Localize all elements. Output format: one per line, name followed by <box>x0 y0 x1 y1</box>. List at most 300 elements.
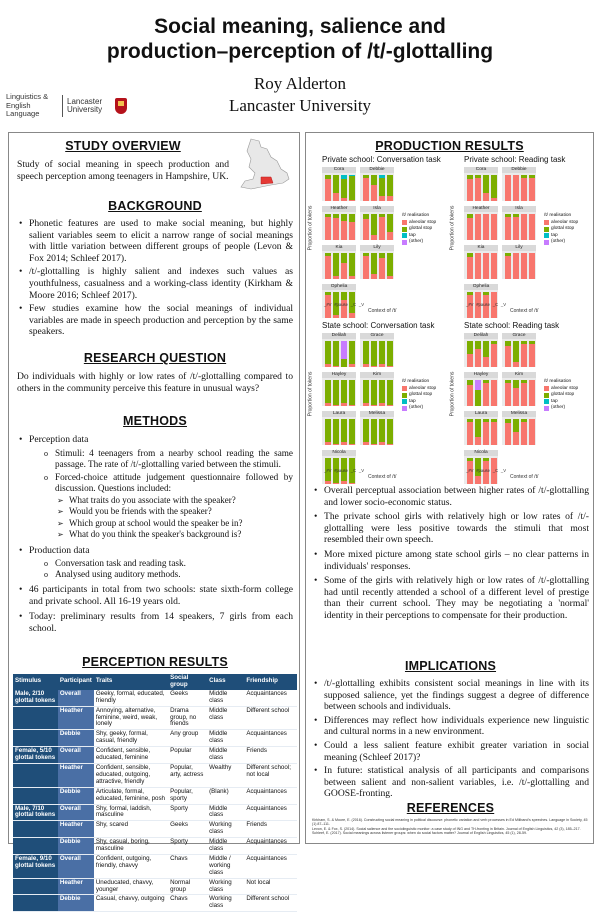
x-tick-labels <box>466 302 506 307</box>
study-overview-text: Study of social meaning in speech production and speech perception among teenagers in Hampshire, UK. <box>17 159 229 182</box>
stacked-bar-segment <box>475 178 481 201</box>
reference-item: Schleef, E. (2017). Social meanings across listener groups: when do social factors matter? Journal of English Linguistics, 45 (1), 28-59. <box>312 831 527 836</box>
legend-label: alveolar stop <box>551 385 579 391</box>
legend-label: (other) <box>409 405 424 410</box>
stacked-bar-segment <box>475 253 481 279</box>
stacked-bar-segment <box>325 256 331 279</box>
facet-panel <box>360 372 394 406</box>
stacked-bar-segment <box>529 341 535 344</box>
stacked-bar-segment <box>387 419 393 444</box>
stacked-bar-segment <box>325 403 331 406</box>
stacked-bar-segment <box>513 341 519 362</box>
stacked-bar-segment <box>387 214 393 232</box>
stacked-bar-segment <box>513 388 519 406</box>
stacked-bar-segment <box>467 292 473 295</box>
table-row <box>13 838 297 855</box>
legend-label: alveolar stop <box>551 219 579 225</box>
table-header: Stimulus <box>13 674 58 690</box>
stacked-bar-segment <box>475 437 481 445</box>
stacked-bar-segment <box>491 175 497 198</box>
stacked-bar-segment <box>491 380 497 406</box>
stacked-bar-segment <box>387 196 393 201</box>
research-question-title: RESEARCH QUESTION <box>83 351 227 365</box>
chart-title: Private school: Conversation task <box>322 155 441 164</box>
stacked-bar-segment <box>349 276 355 279</box>
stacked-bar-segment <box>475 380 481 390</box>
stacked-bar-segment <box>349 405 355 406</box>
stacked-bar-segment <box>529 419 535 445</box>
references-list <box>312 818 589 836</box>
facet-strip-label: Melissa <box>502 411 536 417</box>
stacked-bar-segment <box>505 423 511 445</box>
table-cell: Overall <box>58 747 94 764</box>
stacked-bar-segment <box>363 419 369 442</box>
stacked-bar-segment <box>521 178 527 201</box>
table-cell: Acquaintances <box>244 730 297 747</box>
stacked-bar-segment <box>325 442 331 445</box>
x-tick-label: _C <box>492 468 499 473</box>
legend-label: glottal stop <box>409 392 433 397</box>
stacked-bar-segment <box>349 364 355 367</box>
production-sublist <box>43 558 293 580</box>
facet-panel <box>360 333 394 367</box>
table-cell: Middle class <box>207 838 244 855</box>
stacked-bar-segment <box>349 253 355 276</box>
question-item: ➢ Which group at school would the speaker be in? <box>57 518 293 530</box>
stacked-bar-segment <box>379 217 385 240</box>
facet-strip-label: Melissa <box>360 411 394 417</box>
stacked-bar-segment <box>333 175 339 193</box>
stacked-bar-segment <box>325 419 331 442</box>
stacked-bar-segment <box>333 419 339 444</box>
facet-strip-label: Ophelia <box>322 284 356 290</box>
facet-strip-label: Heather <box>322 206 356 212</box>
table-header: Class <box>207 674 244 690</box>
facet-panel <box>464 450 498 484</box>
x-tick-labels <box>324 302 364 307</box>
chart-legend <box>544 379 578 412</box>
table-cell: Popular, sporty <box>168 787 207 804</box>
table-cell: Shy, formal, laddish, masculine <box>94 804 168 821</box>
author-name: Roy Alderton <box>253 74 347 93</box>
table-cell: Annoying, alternative, feminine, weird, weak, lonely <box>94 706 168 730</box>
table-cell: Middle / working class <box>207 854 244 878</box>
logo-divider <box>62 95 63 117</box>
legend-swatch <box>402 220 407 225</box>
legend-swatch <box>544 220 549 225</box>
x-tick-label: #pause <box>334 302 348 307</box>
facet-panel <box>322 450 356 484</box>
stacked-bar-segment <box>505 175 511 201</box>
facet-strip-label: Isla <box>360 206 394 212</box>
table-cell: Working class <box>207 821 244 838</box>
table-header: Social group <box>168 674 207 690</box>
stacked-bar-segment <box>505 383 511 406</box>
legend-item <box>544 405 578 412</box>
stacked-bar-segment <box>349 341 355 364</box>
research-question-text: Do individuals with highly or low rates of /t/-glottalling compared to others in the community perceive this feature in unusual ways? <box>17 371 293 394</box>
stacked-bar-segment <box>483 380 489 383</box>
stacked-bar-segment <box>379 403 385 406</box>
stacked-bar-segment <box>483 357 489 367</box>
table-cell: Confident, sensible, educated, feminine <box>94 747 168 764</box>
stacked-bar-segment <box>341 419 347 442</box>
stacked-bar-segment <box>363 442 369 445</box>
table-cell <box>13 706 58 730</box>
chart-panel <box>449 321 590 483</box>
x-axis-label: Context of /t/ <box>510 308 539 314</box>
left-column <box>8 132 300 910</box>
facet-strip-label: Delilah <box>322 333 356 339</box>
stacked-bar-segment <box>379 419 385 442</box>
stacked-bar-segment <box>521 380 527 383</box>
stacked-bar-segment <box>467 341 473 354</box>
stacked-bar-segment <box>379 442 385 445</box>
stacked-bar-segment <box>529 344 535 367</box>
stacked-bar-segment <box>491 214 497 240</box>
question-item: ➢ Would you be friends with the speaker? <box>57 506 293 518</box>
stacked-bar-segment <box>387 366 393 367</box>
facet-strip-label: Cora <box>464 167 498 173</box>
chart-title: State school: Reading task <box>464 321 560 330</box>
table-cell: Debbie <box>58 787 94 804</box>
production-subitem: o Conversation task and reading task. <box>43 558 293 569</box>
facet-panel <box>464 372 498 406</box>
production-result-item: • Overall perceptual association between higher rates of /t/-glottalling and lower socio-economic status. <box>312 485 589 508</box>
chart-panel <box>449 155 590 317</box>
legend-title: /t/ realisation <box>402 213 430 218</box>
stacked-bar-segment <box>349 380 355 405</box>
stacked-bar-segment <box>341 253 347 263</box>
production-results-title: PRODUCTION RESULTS <box>375 139 524 153</box>
chart-legend <box>544 213 578 246</box>
legend-label: (other) <box>551 239 566 244</box>
stacked-bar-segment <box>333 444 339 445</box>
stacked-bar-segment <box>341 263 347 279</box>
facet-panel <box>464 284 498 318</box>
stacked-bar-segment <box>467 179 473 201</box>
perception-sublist <box>43 448 293 494</box>
stacked-bar-segment <box>379 364 385 367</box>
x-tick-labels <box>466 468 506 473</box>
chart-title: Private school: Reading task <box>464 155 566 164</box>
implication-item: • Could a less salient feature exhibit greater variation in social meaning (Schleef 2017)? <box>312 740 589 763</box>
stacked-bar-segment <box>475 390 481 406</box>
legend-swatch <box>402 406 407 411</box>
methods-list <box>17 434 293 635</box>
legend-label: glottal stop <box>409 226 433 231</box>
stacked-bar-segment <box>363 403 369 406</box>
stacked-bar-segment <box>491 419 497 422</box>
stacked-bar-segment <box>513 432 519 445</box>
table-cell: Any group <box>168 730 207 747</box>
facet-strip-label: Debbie <box>502 167 536 173</box>
stacked-bar-segment <box>341 175 347 179</box>
facet-panel <box>322 284 356 318</box>
stacked-bar-segment <box>349 175 355 176</box>
legend-label: tap <box>409 398 416 404</box>
stacked-bar-segment <box>513 214 519 217</box>
facet-strip-label: Isla <box>502 206 536 212</box>
stacked-bar-segment <box>349 419 355 444</box>
stacked-bar-segment <box>483 292 489 295</box>
table-cell: Female, 5/10 glottal tokens <box>13 747 58 764</box>
methods-today: • Today: preliminary results from 14 speakers, 7 girls from each school. <box>17 611 293 634</box>
table-row <box>13 690 297 706</box>
table-cell: Sporty <box>168 838 207 855</box>
table-cell: Debbie <box>58 730 94 747</box>
table-cell: Different school <box>244 895 297 912</box>
legend-swatch <box>544 393 549 398</box>
stacked-bar-segment <box>467 419 473 422</box>
stacked-bar-segment <box>483 253 489 279</box>
facet-strip-label: Kim <box>502 372 536 378</box>
stacked-bar-segment <box>349 222 355 240</box>
question-item: ➢ What do you think the speaker's background is? <box>57 529 293 541</box>
stacked-bar-segment <box>333 218 339 240</box>
stacked-bar-segment <box>363 219 369 240</box>
stacked-bar-segment <box>333 366 339 367</box>
table-header-row <box>13 674 297 690</box>
facet-panel <box>502 411 536 445</box>
chart-legend <box>402 213 436 246</box>
stacked-bar-segment <box>371 380 377 405</box>
stacked-bar-segment <box>467 218 473 240</box>
study-overview-section <box>17 139 229 182</box>
references-section <box>312 801 589 836</box>
production-result-item: • The private school girls with relatively high or low rates of /t/-glottalling were less positive towards the stimuli that most resembled their own speech. <box>312 511 589 546</box>
facet-strip-label: Lily <box>360 245 394 251</box>
stacked-bar-segment <box>363 175 369 178</box>
table-cell: Heather <box>58 706 94 730</box>
stacked-bar-segment <box>349 176 355 199</box>
facet-panel <box>464 411 498 445</box>
stacked-bar-segment <box>341 442 347 445</box>
stacked-bar-segment <box>363 253 369 256</box>
legend-label: alveolar stop <box>409 219 437 225</box>
table-cell: Middle class <box>207 747 244 764</box>
table-row <box>13 763 297 787</box>
stacked-bar-segment <box>363 380 369 403</box>
background-section <box>17 199 293 338</box>
logo-text-department: Linguistics & English Language <box>6 92 49 119</box>
stacked-bar-segment <box>379 178 385 196</box>
table-cell: (Blank) <box>207 787 244 804</box>
legend-swatch <box>402 393 407 398</box>
stacked-bar-segment <box>379 196 385 201</box>
stacked-bar-segment <box>341 221 347 241</box>
stacked-bar-segment <box>483 383 489 406</box>
facet-panel <box>360 245 394 279</box>
facet-panel <box>464 206 498 240</box>
stacked-bar-segment <box>349 444 355 445</box>
facet-panel <box>464 333 498 367</box>
methods-title: METHODS <box>123 414 187 428</box>
stacked-bar-segment <box>505 346 511 367</box>
facet-panel <box>322 333 356 367</box>
stacked-bar-segment <box>371 185 377 201</box>
table-cell: Overall <box>58 690 94 706</box>
facet-panel <box>322 411 356 445</box>
legend-label: tap <box>551 398 558 404</box>
x-tick-label: #pause <box>476 302 490 307</box>
stacked-bar-segment <box>371 341 377 366</box>
poster-title <box>100 14 500 64</box>
perception-table <box>13 674 297 912</box>
stacked-bar-segment <box>467 214 473 218</box>
table-row <box>13 854 297 878</box>
table-cell: Acquaintances <box>244 690 297 706</box>
stacked-bar-segment <box>529 214 535 240</box>
stacked-bar-segment <box>379 175 385 178</box>
stacked-bar-segment <box>483 419 489 422</box>
stacked-bar-segment <box>467 458 473 461</box>
stacked-bar-segment <box>505 253 511 256</box>
facet-strip-label: Kia <box>322 245 356 251</box>
stacked-bar-segment <box>521 253 527 279</box>
stacked-bar-segment <box>325 253 331 256</box>
stacked-bar-segment <box>491 198 497 201</box>
x-axis-label: Context of /t/ <box>510 474 539 480</box>
facet-strip-label: Heather <box>464 206 498 212</box>
legend-swatch <box>402 386 407 391</box>
legend-item <box>544 239 578 246</box>
table-cell: Female, 9/10 glottal tokens <box>13 854 58 878</box>
facet-strip-label: Laura <box>464 411 498 417</box>
stacked-bar-segment <box>371 419 377 444</box>
table-row <box>13 895 297 912</box>
stacked-bar-segment <box>491 341 497 344</box>
x-tick-label: _C <box>350 302 357 307</box>
facet-panel <box>502 245 536 279</box>
table-cell: Uneducated, chavvy, younger <box>94 878 168 895</box>
table-cell: Different school; not local <box>244 763 297 787</box>
facet-panel <box>322 245 356 279</box>
table-cell <box>13 821 58 838</box>
table-cell <box>13 878 58 895</box>
perception-results-title: PERCEPTION RESULTS <box>82 655 228 669</box>
facet-panel <box>464 245 498 279</box>
stacked-bar-segment <box>387 175 393 196</box>
x-axis-label: Context of /t/ <box>368 308 397 314</box>
stacked-bar-segment <box>379 380 385 403</box>
facet-panel <box>464 167 498 201</box>
stacked-bar-segment <box>483 175 489 193</box>
facet-panel <box>502 167 536 201</box>
stacked-bar-segment <box>333 214 339 218</box>
x-tick-labels <box>324 468 364 473</box>
x-tick-label: _#V <box>466 468 474 473</box>
study-overview-title: STUDY OVERVIEW <box>65 139 181 153</box>
methods-participants: • 46 participants in total from two schools: state sixth-form college and private school. All 16-19 years old. <box>17 584 293 607</box>
implication-item: • In future: statistical analysis of all participants and comparisons between salient and non-salient variables, i.e. /t/-glottalling and GOOSE-fronting. <box>312 765 589 800</box>
facet-panel <box>502 206 536 240</box>
stacked-bar-segment <box>521 422 527 445</box>
stacked-bar-segment <box>333 341 339 366</box>
stacked-bar-segment <box>341 341 347 359</box>
table-cell: Middle class <box>207 706 244 730</box>
stacked-bar-segment <box>371 175 377 185</box>
methods-section <box>17 414 293 635</box>
y-axis-label: Proportion of tokens <box>449 371 456 417</box>
table-cell: Chavs <box>168 895 207 912</box>
x-tick-label: _V <box>500 468 506 473</box>
stacked-bar-segment <box>371 274 377 279</box>
implications-list <box>312 678 589 800</box>
facet-strip-label: Kim <box>360 372 394 378</box>
stacked-bar-segment <box>387 380 393 405</box>
table-cell <box>13 895 58 912</box>
stacked-bar-segment <box>467 354 473 367</box>
table-row <box>13 821 297 838</box>
x-tick-label: _#V <box>324 468 332 473</box>
stacked-bar-segment <box>379 214 385 217</box>
stacked-bar-segment <box>325 481 331 484</box>
facet-strip-label: Debbie <box>360 167 394 173</box>
x-tick-label: #pause <box>334 468 348 473</box>
perception-label: Perception data <box>29 434 89 445</box>
table-cell: Wealthy <box>207 763 244 787</box>
stacked-bar-segment <box>387 444 393 445</box>
legend-label: tap <box>409 232 416 238</box>
stacked-bar-segment <box>325 292 331 295</box>
perception-results-section <box>13 655 297 912</box>
y-axis-label: Proportion of tokens <box>307 371 314 417</box>
x-tick-label: _C <box>350 468 357 473</box>
table-cell: Working class <box>207 878 244 895</box>
stacked-bar-segment <box>475 419 481 437</box>
stacked-bar-segment <box>513 362 519 367</box>
stacked-bar-segment <box>333 276 339 279</box>
table-cell: Confident, sensible, educated, outgoing, attractive, friendly <box>94 763 168 787</box>
stacked-bar-segment <box>341 292 347 300</box>
table-cell: Acquaintances <box>244 804 297 821</box>
references-title: REFERENCES <box>406 801 495 815</box>
stacked-bar-segment <box>325 217 331 240</box>
table-cell: Popular <box>168 747 207 764</box>
legend-label: (other) <box>551 405 566 410</box>
facet-strip-label: Grace <box>502 333 536 339</box>
stacked-bar-segment <box>467 253 473 257</box>
facet-strip-label: Hayley <box>322 372 356 378</box>
x-axis-label: Context of /t/ <box>368 474 397 480</box>
table-header: Friendship <box>244 674 297 690</box>
right-column <box>305 132 594 844</box>
stacked-bar-segment <box>521 419 527 422</box>
stacked-bar-segment <box>483 193 489 201</box>
stacked-bar-segment <box>529 175 535 178</box>
stacked-bar-segment <box>333 253 339 276</box>
logo-text-university: Lancaster University <box>67 96 103 114</box>
stacked-bar-segment <box>379 258 385 279</box>
production-result-item: • More mixed picture among state school girls – no clear patterns in individuals' responses. <box>312 549 589 572</box>
table-cell: Chavs <box>168 854 207 878</box>
stacked-bar-segment <box>483 341 489 357</box>
facet-panel <box>360 206 394 240</box>
legend-swatch <box>544 227 549 232</box>
table-cell: Friends <box>244 821 297 838</box>
stacked-bar-segment <box>387 253 393 276</box>
stacked-bar-segment <box>505 380 511 383</box>
facet-panel <box>322 167 356 201</box>
stacked-bar-segment <box>475 341 481 349</box>
implication-item: • Differences may reflect how individuals experience new linguistic and cultural norms in a new environment. <box>312 715 589 738</box>
stacked-bar-segment <box>349 313 355 318</box>
table-row <box>13 878 297 895</box>
table-cell: Debbie <box>58 895 94 912</box>
stacked-bar-segment <box>325 364 331 367</box>
facet-strip-label: Nicola <box>322 450 356 456</box>
